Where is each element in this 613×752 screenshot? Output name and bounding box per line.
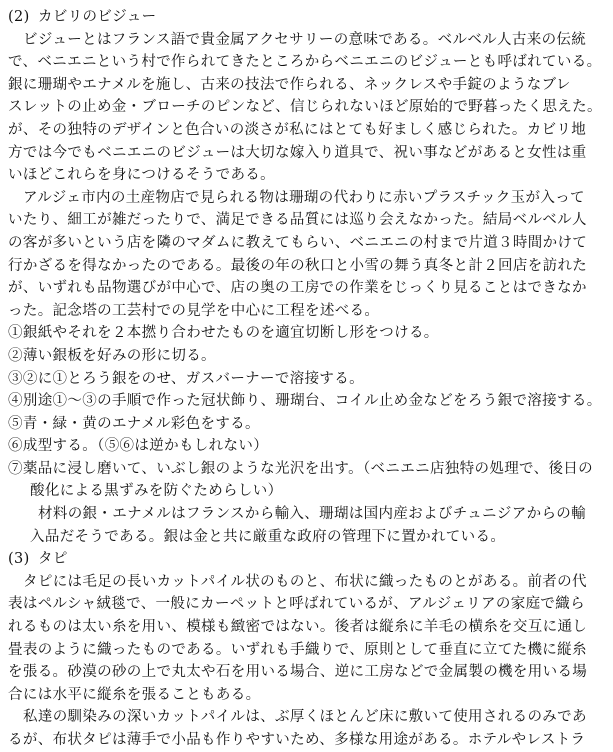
paragraph-line: 銀に珊瑚やエナメルを施し、古来の技法で作られる、ネックレスや手錠のようなブレ: [8, 76, 571, 93]
paragraph-line: アルジェ市内の土産物店で見られる物は珊瑚の代わりに赤いプラスチック玉が入って: [23, 189, 585, 206]
process-step: ⑥成型する。（⑤⑥は逆かもしれない）: [8, 438, 269, 455]
paragraph-line: で、ベニエニという村で作られてきたところからベニエニのビジューとも呼ばれている。: [8, 54, 602, 71]
process-step: ⑦薬品に浸し磨いて、いぶし銀のような光沢を出す。（ベニエニ店独特の処理で、後日の: [8, 460, 594, 477]
process-step-continuation: 酸化による黒ずみを防ぐためらしい）: [30, 483, 283, 500]
note-line: 入品だそうである。銀は金と共に厳重な政府の管理下に置かれている。: [30, 528, 506, 545]
section-heading-3: [8, 548, 603, 571]
process-step: ②薄い銀板を好みの形に切る。: [8, 347, 216, 364]
paragraph-line: を張る。砂漠の砂の上で丸太や石を用いる場合、逆に工房などで金属製の機を用いる場: [8, 664, 588, 681]
process-step: ④別途①～③の手順で作った冠状飾り、珊瑚台、コイル止め金などをろう銀で溶接する。: [8, 393, 602, 410]
paragraph-line: が、いずれも品物選びが中心で、店の奥の工房での作業をじっくり見ることはできなか: [8, 280, 587, 297]
paragraph-line: るが、布状タピは薄手で小品も作りやすいため、多様な用途がある。ホテルやレストラ: [8, 732, 586, 748]
section-title: カビリのビジュー: [38, 9, 157, 25]
process-step: ①銀紙やそれを２本撚り合わせたものを適宜切断し形をつける。: [8, 325, 439, 342]
paragraph-line: れるものは太い糸を用い、模様も緻密ではない。後者は縦糸に羊毛の横糸を交互に通し: [8, 619, 588, 636]
paragraph-line: いたり、細工が雑だったりで、満足できる品質には巡り会えなかった。結局ベルベル人: [8, 212, 587, 229]
paragraph-line: ビジューとはフランス語で貴金属アクセサリーの意味である。ベルベル人古来の伝統: [23, 31, 587, 48]
paragraph-line: タピには毛足の長いカットパイル状のものと、布状に織ったものとがある。前者の代: [23, 573, 587, 590]
paragraph-line: 私達の馴染みの深いカットパイルは、ぶ厚くほとんど床に敷いて使用されるのみであ: [23, 709, 587, 726]
paragraph-line: が、その独特のデザインと色合いの淡さが私にはとても好ましく感じられた。カビリ地: [8, 121, 587, 138]
process-step: ③②に①とろう銀をのせ、ガスバーナーで溶接する。: [8, 370, 364, 387]
section-heading-2: [8, 6, 603, 29]
paragraph-line: 行かざるを得なかったのである。最後の年の秋口と小雪の舞う真冬と計２回店を訪れた: [8, 257, 588, 274]
paragraph-line: スレットの止め金・ブローチのピンなど、信じられないほど原始的で野暮ったく思えた。: [8, 99, 602, 116]
note-line: 材料の銀・エナメルはフランスから輸入、珊瑚は国内産およびチュニジアからの輸: [38, 506, 586, 523]
process-step: ⑤青・緑・黄のエナメル彩色をする。: [8, 415, 260, 432]
paragraph-line: 表はペルシャ絨毯で、一般にカーペットと呼ばれているが、アルジェリアの家庭で織ら: [8, 596, 585, 613]
paragraph-line: 畳表のように織ったものである。いずれも手織りで、原則として垂直に立てた機に縦糸: [8, 641, 587, 658]
section-title: タピ: [38, 551, 68, 568]
section-number: (2): [8, 9, 30, 25]
paragraph-line: 方では今でもベニエニのビジューは大切な嫁入り道具で、祝い事などがあると女性は重: [8, 144, 587, 161]
paragraph-line: った。記念塔の工芸村での見学を中心に工程を述べる。: [8, 302, 380, 319]
paragraph-line: いほどこれらを身につけるそうである。: [8, 167, 276, 184]
section-number: (3): [8, 551, 30, 568]
paragraph-line: 合には水平に縦糸を張ることもある。: [8, 686, 261, 703]
paragraph-line: の客が多いという店を隣のマダムに教えてもらい、ベニエニの村まで片道３時間かけて: [8, 234, 588, 251]
